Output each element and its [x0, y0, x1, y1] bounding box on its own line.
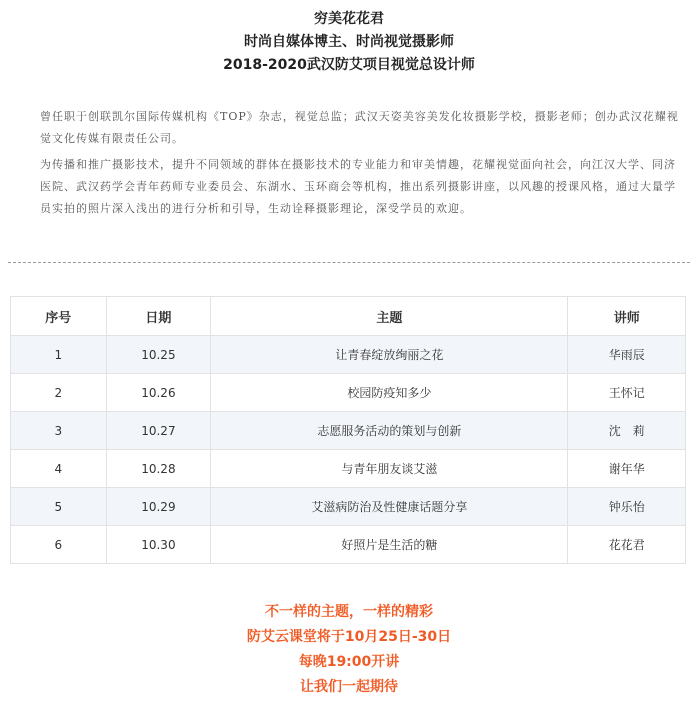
- cell-date: 10.25: [106, 336, 211, 374]
- cell-topic: 校园防疫知多少: [211, 374, 568, 412]
- cell-date: 10.26: [106, 374, 211, 412]
- table-row: [11, 412, 686, 450]
- cell-topic: 与青年朋友谈艾滋: [211, 450, 568, 488]
- announcement-line-3: 每晚19:00开讲: [298, 654, 400, 670]
- header-topic: 主题: [211, 297, 568, 336]
- announcement-line-4: 让我们一起期待: [300, 679, 398, 695]
- cell-topic: 好照片是生活的糖: [211, 526, 568, 564]
- header-date: 日期: [106, 297, 211, 336]
- cell-no: 2: [11, 374, 107, 412]
- table-row: [11, 336, 686, 374]
- cell-date: 10.28: [106, 450, 211, 488]
- event-announcement: [0, 600, 698, 700]
- cell-lecturer: 王怀记: [568, 374, 686, 412]
- cell-lecturer: 沈 莉: [568, 412, 686, 450]
- cell-lecturer: 华雨辰: [568, 336, 686, 374]
- cell-date: 10.29: [106, 488, 211, 526]
- table-row: [11, 526, 686, 564]
- cell-lecturer: 谢年华: [568, 450, 686, 488]
- table-row: [11, 488, 686, 526]
- table-row: [11, 450, 686, 488]
- cell-topic: 志愿服务活动的策划与创新: [211, 412, 568, 450]
- cell-topic: 让青春绽放绚丽之花: [211, 336, 568, 374]
- intro-paragraph-1: 曾任职于创联凯尔国际传媒机构《TOP》杂志，视觉总监；武汉天姿美容美发化妆摄影学校，摄影老师；创办武汉花耀视觉文化传媒有限责任公司。: [40, 110, 679, 145]
- cell-no: 6: [11, 526, 107, 564]
- announcement-line-2: 防艾云课堂将于10月25日-30日: [246, 629, 452, 645]
- cell-no: 1: [11, 336, 107, 374]
- header-no: 序号: [11, 297, 107, 336]
- author-title: 时尚自媒体博主、时尚视觉摄影师: [244, 34, 454, 50]
- profile-header: [0, 8, 698, 77]
- author-name: 穷美花花君: [314, 11, 384, 27]
- cell-no: 4: [11, 450, 107, 488]
- cell-lecturer: 钟乐怡: [568, 488, 686, 526]
- announcement-line-1: 不一样的主题，一样的精彩: [265, 604, 433, 620]
- cell-date: 10.27: [106, 412, 211, 450]
- cell-date: 10.30: [106, 526, 211, 564]
- cell-no: 5: [11, 488, 107, 526]
- dashed-divider: [8, 262, 690, 263]
- table-header-row: [11, 297, 686, 336]
- table-row: [11, 374, 686, 412]
- header-lecturer: 讲师: [568, 297, 686, 336]
- intro-paragraph-2: 为传播和推广摄影技术，提升不同领域的群体在摄影技术的专业能力和审美情趣，花耀视觉面向社会，向江汉大学、同济医院、武汉药学会青年药师专业委员会、东湖水、玉环商会等机构，推出系列摄影讲座，以风趣的授课风格，通过大量学员实拍的照片深入浅出的进行分析和引导，生动诠释摄影理论，深受学员的欢迎。: [40, 158, 676, 215]
- cell-topic: 艾滋病防治及性健康话题分享: [211, 488, 568, 526]
- cell-lecturer: 花花君: [568, 526, 686, 564]
- author-role: 2018-2020武汉防艾项目视觉总设计师: [223, 57, 475, 73]
- cell-no: 3: [11, 412, 107, 450]
- lecture-schedule-table: [10, 296, 686, 564]
- author-intro: [40, 106, 680, 224]
